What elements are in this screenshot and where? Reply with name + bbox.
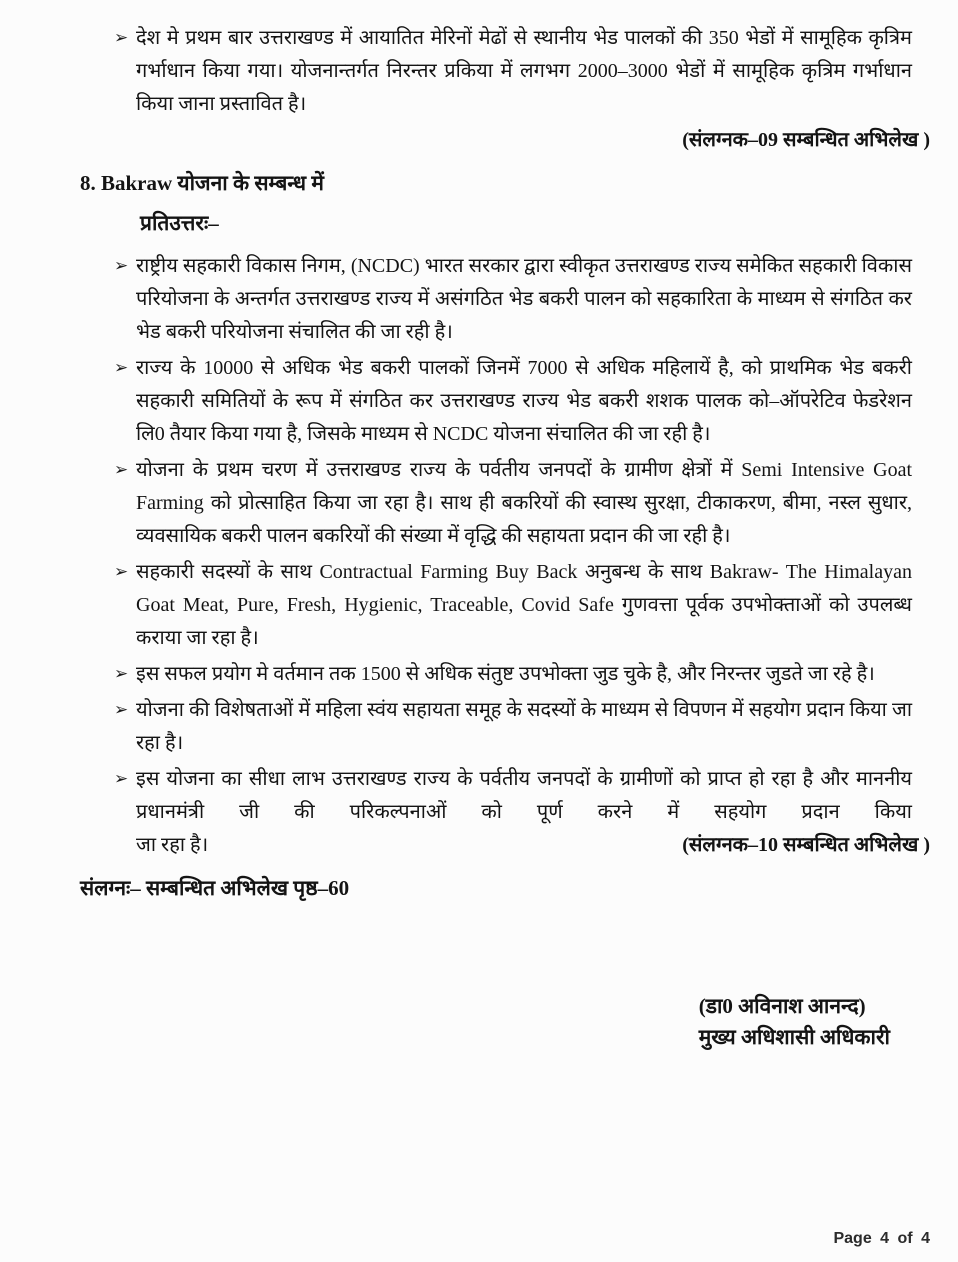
- arrow-bullet-icon: ➢: [114, 562, 129, 582]
- arrow-bullet-icon: ➢: [114, 460, 129, 480]
- signature-title: मुख्य अधिशासी अधिकारी: [698, 1025, 890, 1049]
- signature-block: [699, 991, 890, 1053]
- bullet-item: [114, 658, 912, 691]
- intro-bullet-text: देश मे प्रथम बार उत्तराखण्ड में आयातित मेरिनों मेढों से स्थानीय भेड पालकों की 350 भेडों में सामूहिक कृत्रिम गर्भाधान किया गया। योजनान्तर्गत निरन्तर प्रकिया में लगभग 2000–3000 भेडों में सामूहिक कृत्रिम गर्भाधान किया जाना प्रस्तावित है।: [136, 27, 912, 115]
- arrow-bullet-icon: ➢: [114, 769, 129, 789]
- arrow-bullet-icon: ➢: [114, 358, 129, 378]
- enclosure-line: संलग्नः– सम्बन्धित अभिलेख पृष्ठ–60: [80, 876, 350, 900]
- bullet-item: [114, 694, 912, 760]
- bullet-list: [80, 250, 930, 862]
- bullet-text: इस योजना का सीधा लाभ उत्तराखण्ड राज्य के पर्वतीय जनपदों के ग्रामीणों को प्राप्त हो रहा है और माननीय प्रधानमंत्री जी की परिकल्पनाओं को पूर्ण करने में सहयोग प्रदान किया: [136, 768, 912, 823]
- attachment-line: [80, 124, 930, 157]
- bullet-item: [114, 763, 930, 862]
- page-footer: [833, 1230, 930, 1248]
- bullet-item: [114, 454, 912, 553]
- attachment-note-10: (संलग्नक–10 सम्बन्धित अभिलेख ): [682, 834, 930, 856]
- bullet-text-last-line: जा रहा है।: [136, 834, 209, 856]
- footer-page-label: Page: [833, 1230, 872, 1247]
- bullet-text: योजना की विशेषताओं में महिला स्वंय सहायता समूह के सदस्यों के माध्यम से विपणन में सहयोग प्रदान किया जा रहा है।: [136, 699, 912, 754]
- footer-of-label: of: [897, 1230, 913, 1247]
- reply-label: प्रतिउत्तरः–: [140, 211, 219, 235]
- arrow-bullet-icon: ➢: [114, 256, 129, 276]
- bullet-text: सहकारी सदस्यों के साथ Contractual Farming Buy Back अनुबन्ध के साथ Bakraw- The Himalayan Goat Meat, Pure, Fresh, Hygienic, Traceable, Covid Safe गुणवत्ता पूर्वक उपभोक्ताओं को उपलब्ध कराया जा रहा है।: [136, 561, 912, 649]
- bullet-item: [114, 22, 912, 121]
- attachment-note-09: (संलग्नक–09 सम्बन्धित अभिलेख ): [682, 129, 930, 151]
- bullet-item: [114, 352, 912, 451]
- bullet-item: [114, 250, 912, 349]
- footer-total-pages: 4: [921, 1230, 930, 1247]
- section-heading: 8. Bakraw योजना के सम्बन्ध में: [80, 171, 324, 195]
- bullet-text: इस सफल प्रयोग मे वर्तमान तक 1500 से अधिक संतुष्ट उपभोक्ता जुड चुके है, और निरन्तर जुडते जा रहे है।: [136, 663, 875, 685]
- arrow-bullet-icon: ➢: [114, 700, 129, 720]
- signature-name: (डा0 अविनाश आनन्द): [698, 994, 866, 1018]
- bullet-item: [114, 556, 912, 655]
- arrow-bullet-icon: ➢: [114, 28, 129, 48]
- bullet-text: योजना के प्रथम चरण में उत्तराखण्ड राज्य के पर्वतीय जनपदों के ग्रामीण क्षेत्रों में Semi Intensive Goat Farming को प्रोत्साहित किया जा रहा है। साथ ही बकरियों की स्वास्थ सुरक्षा, टीकाकरण, बीमा, नस्ल सुधार, व्यवसायिक बकरी पालन बकरियों की संख्या में वृद्धि की सहायता प्रदान की जा रही है।: [136, 459, 912, 547]
- bullet-text: राज्य के 10000 से अधिक भेड बकरी पालकों जिनमें 7000 से अधिक महिलायें है, को प्राथमिक भेड बकरी सहकारी समितियों के रूप में संगठित कर उत्तराखण्ड राज्य भेड बकरी शशक पालक को–ऑपरेटिव फेडरेशन लि0 तैयार किया गया है, जिसके माध्यम से NCDC योजना संचालित की जा रही है।: [136, 357, 912, 445]
- arrow-bullet-icon: ➢: [114, 664, 129, 684]
- bullet-text: राष्ट्रीय सहकारी विकास निगम, (NCDC) भारत सरकार द्वारा स्वीकृत उत्तराखण्ड राज्य समेकित सहकारी विकास परियोजना के अन्तर्गत उत्तराखण्ड राज्य में असंगठित भेड बकरी पालन को सहकारिता के माध्यम से संगठित कर भेड बकरी परियोजना संचालित की जा रही है।: [136, 255, 912, 343]
- footer-page-number: 4: [880, 1230, 890, 1247]
